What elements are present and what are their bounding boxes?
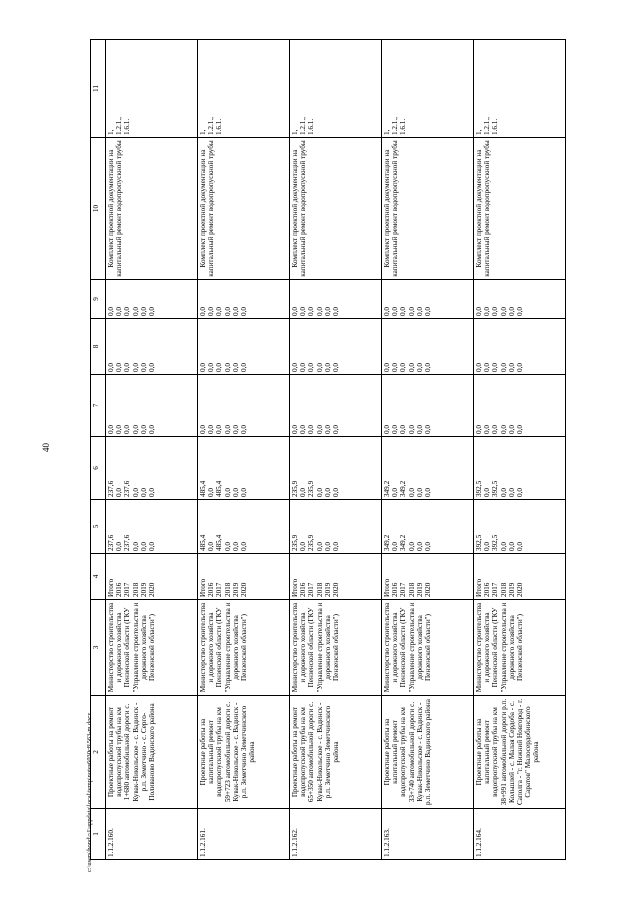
regional-budget-cell-value: 237,6 (107, 480, 115, 497)
local-budget-cell (198, 319, 290, 375)
regional-budget-cell-value: 0,0 (115, 488, 124, 497)
activity-name-cell (106, 696, 198, 809)
years-cell-value: 2017 (123, 582, 132, 597)
local-budget-cell-value: 0,0 (475, 363, 483, 372)
regional-budget-cell-value: 0,0 (299, 488, 308, 497)
expected-result-cell (198, 138, 290, 280)
item-number-cell-text: 1.1.2.162. (291, 828, 299, 857)
regional-budget-cell-value: 0,0 (391, 488, 400, 497)
responsible-party-cell-text: Министерство строительства и дорожного хозяйства Пензенской области (ГКУ "Управление строительства и дорожного хозяйства Пензенской области") (291, 602, 341, 693)
program-activities-table (90, 39, 566, 860)
federal-budget-cell (198, 375, 290, 437)
other-sources-cell-value: 0,0 (323, 307, 332, 316)
column-header: 6 (91, 437, 106, 500)
years-cell-value: 2018 (131, 582, 140, 597)
total-funding-cell-value: 0,0 (507, 542, 516, 551)
expected-result-cell (290, 138, 382, 280)
local-budget-cell-value: 0,0 (383, 363, 391, 372)
total-funding-cell-value: 0,0 (391, 542, 400, 551)
total-funding-cell-value: 235,9 (291, 534, 299, 551)
federal-budget-cell (474, 375, 566, 437)
total-funding-cell-value: 0,0 (231, 542, 240, 551)
other-sources-cell-value: 0,0 (299, 307, 308, 316)
years-cell-value: 2017 (399, 582, 408, 597)
local-budget-cell-value: 0,0 (507, 363, 516, 372)
total-funding-cell-value: 485,4 (215, 534, 224, 551)
local-budget-cell-value: 0,0 (199, 363, 207, 372)
total-funding-cell-value: 237,6 (123, 534, 132, 551)
local-budget-cell-value: 0,0 (148, 363, 157, 372)
column-number-row (91, 40, 106, 860)
responsible-party-cell (382, 600, 474, 696)
years-cell-value: 2019 (507, 582, 516, 597)
item-number-cell (198, 809, 290, 860)
footer-file-path: c:\users\bond\~1\appdata\local\temp\notes6030c8\563-m.docx (86, 712, 93, 872)
federal-budget-cell-value: 0,0 (424, 425, 433, 434)
regional-budget-cell-value: 485,4 (215, 480, 224, 497)
other-sources-cell-value: 0,0 (424, 307, 433, 316)
total-funding-cell-value: 0,0 (315, 542, 324, 551)
federal-budget-cell-value: 0,0 (483, 425, 492, 434)
responsible-party-cell (474, 600, 566, 696)
total-funding-cell-value: 0,0 (207, 542, 216, 551)
regional-budget-cell-value: 0,0 (415, 488, 424, 497)
federal-budget-cell-value: 0,0 (307, 425, 316, 434)
federal-budget-cell (290, 375, 382, 437)
federal-budget-cell-value: 0,0 (215, 425, 224, 434)
local-budget-cell-value: 0,0 (307, 363, 316, 372)
other-sources-cell-value: 0,0 (115, 307, 124, 316)
regional-budget-cell-value: 0,0 (207, 488, 216, 497)
other-sources-cell-value: 0,0 (391, 307, 400, 316)
activity-name-cell-text: Проектные работы на капитальный ремонт водопропускной трубы на км 33+740 автомобильной дороги с. Кувак-Никольское - с. Вадинск - р.п. Земетчино Вадинского района (383, 699, 433, 805)
years-cell-value: 2018 (223, 582, 232, 597)
regional-budget-cell-value: 0,0 (240, 488, 249, 497)
local-budget-cell-value: 0,0 (299, 363, 308, 372)
years-cell (106, 554, 198, 600)
total-funding-cell-value: 0,0 (424, 542, 433, 551)
other-sources-cell-value: 0,0 (315, 307, 324, 316)
other-sources-cell-value: 0,0 (399, 307, 408, 316)
column-header: 7 (91, 375, 106, 437)
other-sources-cell-value: 0,0 (516, 307, 525, 316)
other-sources-cell (198, 280, 290, 319)
federal-budget-cell-value: 0,0 (383, 425, 391, 434)
federal-budget-cell-value: 0,0 (148, 425, 157, 434)
responsible-party-cell (198, 600, 290, 696)
indicator-refs-cell (106, 40, 198, 138)
total-funding-cell (382, 500, 474, 554)
other-sources-cell-value: 0,0 (332, 307, 341, 316)
federal-budget-cell-value: 0,0 (399, 425, 408, 434)
other-sources-cell-value: 0,0 (415, 307, 424, 316)
regional-budget-cell (106, 437, 198, 500)
local-budget-cell-value: 0,0 (491, 363, 500, 372)
regional-budget-cell-value: 349,2 (399, 480, 408, 497)
years-cell-value: 2016 (483, 582, 492, 597)
total-funding-cell-value: 0,0 (115, 542, 124, 551)
indicator-refs-cell-value: 1.6.1. (215, 118, 224, 135)
local-budget-cell-value: 0,0 (291, 363, 299, 372)
federal-budget-cell (382, 375, 474, 437)
years-cell-value: 2017 (307, 582, 316, 597)
regional-budget-cell-value: 235,9 (307, 480, 316, 497)
federal-budget-cell-value: 0,0 (475, 425, 483, 434)
federal-budget-cell-value: 0,0 (499, 425, 508, 434)
column-header: 11 (91, 40, 106, 138)
other-sources-cell-value: 0,0 (475, 307, 483, 316)
regional-budget-cell-value: 235,9 (291, 480, 299, 497)
table-row (198, 40, 290, 860)
other-sources-cell-value: 0,0 (383, 307, 391, 316)
table-row (290, 40, 382, 860)
local-budget-cell-value: 0,0 (516, 363, 525, 372)
federal-budget-cell-value: 0,0 (223, 425, 232, 434)
indicator-refs-cell-value: 1.2.1., (391, 117, 400, 135)
years-cell-value: 2016 (299, 582, 308, 597)
years-cell-value: 2016 (391, 582, 400, 597)
regional-budget-cell-value: 0,0 (507, 488, 516, 497)
regional-budget-cell-value: 392,5 (475, 480, 483, 497)
regional-budget-cell-value: 485,4 (199, 480, 207, 497)
column-header: 10 (91, 138, 106, 280)
total-funding-cell-value: 0,0 (407, 542, 416, 551)
indicator-refs-cell (382, 40, 474, 138)
total-funding-cell-value: 0,0 (483, 542, 492, 551)
local-budget-cell-value: 0,0 (415, 363, 424, 372)
years-cell-value: Итого (199, 578, 207, 597)
regional-budget-cell-value: 0,0 (223, 488, 232, 497)
federal-budget-cell-value: 0,0 (391, 425, 400, 434)
federal-budget-cell-value: 0,0 (207, 425, 216, 434)
item-number-cell-text: 1.1.2.160. (107, 828, 115, 857)
local-budget-cell-value: 0,0 (391, 363, 400, 372)
indicator-refs-cell-value: 1.6.1. (123, 118, 132, 135)
indicator-refs-cell-value: 1.2.1., (115, 117, 124, 135)
years-cell-value: Итого (291, 578, 299, 597)
years-cell-value: 2018 (499, 582, 508, 597)
total-funding-cell-value: 0,0 (131, 542, 140, 551)
local-budget-cell (382, 319, 474, 375)
other-sources-cell-value: 0,0 (199, 307, 207, 316)
total-funding-cell-value: 0,0 (323, 542, 332, 551)
local-budget-cell-value: 0,0 (407, 363, 416, 372)
other-sources-cell-value: 0,0 (107, 307, 115, 316)
other-sources-cell-value: 0,0 (307, 307, 316, 316)
federal-budget-cell-value: 0,0 (231, 425, 240, 434)
federal-budget-cell-value: 0,0 (139, 425, 148, 434)
total-funding-cell-value: 235,9 (307, 534, 316, 551)
federal-budget-cell-value: 0,0 (491, 425, 500, 434)
item-number-cell (106, 809, 198, 860)
indicator-refs-cell-value: 1.6.1. (307, 118, 316, 135)
rotated-table-container (90, 40, 562, 860)
years-cell-value: 2019 (139, 582, 148, 597)
years-cell-value: 2020 (424, 582, 433, 597)
activity-name-cell-text: Проектные работы на капитальный ремонт водопропускной трубы на км 38+991 автомобильной дороги р.п. Кольшлей - с. Малая Сердоба - с. Саполга - "г. Нижний Новгород - г. Саратов" Малосердобинского района (475, 698, 541, 806)
regional-budget-cell-value: 0,0 (483, 488, 492, 497)
regional-budget-cell-value: 0,0 (139, 488, 148, 497)
total-funding-cell-value: 0,0 (223, 542, 232, 551)
local-budget-cell-value: 0,0 (499, 363, 508, 372)
federal-budget-cell-value: 0,0 (415, 425, 424, 434)
local-budget-cell-value: 0,0 (315, 363, 324, 372)
column-header: 5 (91, 500, 106, 554)
regional-budget-cell-value: 349,2 (383, 480, 391, 497)
other-sources-cell-value: 0,0 (139, 307, 148, 316)
local-budget-cell-value: 0,0 (223, 363, 232, 372)
years-cell (290, 554, 382, 600)
other-sources-cell (474, 280, 566, 319)
activity-name-cell (474, 696, 566, 809)
federal-budget-cell-value: 0,0 (115, 425, 124, 434)
federal-budget-cell-value: 0,0 (107, 425, 115, 434)
total-funding-cell-value: 0,0 (148, 542, 157, 551)
regional-budget-cell-value: 0,0 (131, 488, 140, 497)
years-cell-value: 2016 (207, 582, 216, 597)
activity-name-cell (198, 696, 290, 809)
federal-budget-cell-value: 0,0 (507, 425, 516, 434)
indicator-refs-cell-value: 1.2.1., (299, 117, 308, 135)
regional-budget-cell-value: 0,0 (332, 488, 341, 497)
federal-budget-cell-value: 0,0 (199, 425, 207, 434)
years-cell-value: 2018 (407, 582, 416, 597)
responsible-party-cell-text: Министерство строительства и дорожного хозяйства Пензенской области (ГКУ "Управление строительства и дорожного хозяйства Пензенской области") (383, 602, 433, 693)
expected-result-cell-text: Комплект проектной документации на капитальный ремонт водопропускной трубы (199, 140, 216, 277)
indicator-refs-cell-value: 1.6.1. (399, 118, 408, 135)
total-funding-cell-value: 392,5 (475, 534, 483, 551)
other-sources-cell (290, 280, 382, 319)
item-number-cell-text: 1.1.2.163. (383, 828, 391, 857)
local-budget-cell (290, 319, 382, 375)
federal-budget-cell-value: 0,0 (240, 425, 249, 434)
years-cell-value: 2017 (491, 582, 500, 597)
regional-budget-cell-value: 0,0 (424, 488, 433, 497)
other-sources-cell-value: 0,0 (131, 307, 140, 316)
total-funding-cell (198, 500, 290, 554)
years-cell (474, 554, 566, 600)
responsible-party-cell-text: Министерство строительства и дорожного хозяйства Пензенской области (ГКУ "Управление строительства и дорожного хозяйства Пензенской области") (107, 602, 157, 693)
federal-budget-cell-value: 0,0 (299, 425, 308, 434)
column-header: 8 (91, 319, 106, 375)
regional-budget-cell (198, 437, 290, 500)
table-body (106, 40, 566, 860)
total-funding-cell (106, 500, 198, 554)
total-funding-cell-value: 0,0 (415, 542, 424, 551)
local-budget-cell-value: 0,0 (332, 363, 341, 372)
responsible-party-cell-text: Министерство строительства и дорожного хозяйства Пензенской области (ГКУ "Управление строительства и дорожного хозяйства Пензенской области") (199, 602, 249, 693)
indicator-refs-cell (474, 40, 566, 138)
local-budget-cell-value: 0,0 (240, 363, 249, 372)
other-sources-cell-value: 0,0 (240, 307, 249, 316)
local-budget-cell-value: 0,0 (323, 363, 332, 372)
indicator-refs-cell (290, 40, 382, 138)
indicator-refs-cell-value: 1.2.1., (207, 117, 216, 135)
other-sources-cell-value: 0,0 (483, 307, 492, 316)
years-cell-value: 2019 (415, 582, 424, 597)
expected-result-cell (106, 138, 198, 280)
total-funding-cell-value: 485,4 (199, 534, 207, 551)
other-sources-cell-value: 0,0 (207, 307, 216, 316)
regional-budget-cell (382, 437, 474, 500)
column-header: 2 (91, 696, 106, 809)
federal-budget-cell-value: 0,0 (315, 425, 324, 434)
total-funding-cell-value: 237,6 (107, 534, 115, 551)
item-number-cell (382, 809, 474, 860)
years-cell (382, 554, 474, 600)
federal-budget-cell-value: 0,0 (332, 425, 341, 434)
activity-name-cell (290, 696, 382, 809)
total-funding-cell-value: 0,0 (299, 542, 308, 551)
years-cell (198, 554, 290, 600)
regional-budget-cell-value: 0,0 (315, 488, 324, 497)
local-budget-cell (106, 319, 198, 375)
activity-name-cell (382, 696, 474, 809)
column-header: 9 (91, 280, 106, 319)
local-budget-cell-value: 0,0 (139, 363, 148, 372)
responsible-party-cell (290, 600, 382, 696)
years-cell-value: 2020 (148, 582, 157, 597)
other-sources-cell (382, 280, 474, 319)
responsible-party-cell (106, 600, 198, 696)
other-sources-cell-value: 0,0 (499, 307, 508, 316)
other-sources-cell-value: 0,0 (148, 307, 157, 316)
total-funding-cell-value: 0,0 (499, 542, 508, 551)
years-cell-value: 2017 (215, 582, 224, 597)
years-cell-value: 2020 (516, 582, 525, 597)
total-funding-cell-value: 392,5 (491, 534, 500, 551)
regional-budget-cell-value: 237,6 (123, 480, 132, 497)
expected-result-cell-text: Комплект проектной документации на капитальный ремонт водопропускной трубы (291, 140, 308, 277)
total-funding-cell-value: 0,0 (332, 542, 341, 551)
years-cell-value: Итого (475, 578, 483, 597)
item-number-cell (474, 809, 566, 860)
other-sources-cell-value: 0,0 (291, 307, 299, 316)
total-funding-cell-value: 349,2 (399, 534, 408, 551)
local-budget-cell-value: 0,0 (115, 363, 124, 372)
item-number-cell-text: 1.1.2.161. (199, 828, 207, 857)
indicator-refs-cell-value: 1, (383, 129, 391, 135)
other-sources-cell-value: 0,0 (491, 307, 500, 316)
total-funding-cell-value: 0,0 (139, 542, 148, 551)
indicator-refs-cell-value: 1, (199, 129, 207, 135)
regional-budget-cell-value: 0,0 (323, 488, 332, 497)
local-budget-cell-value: 0,0 (123, 363, 132, 372)
activity-name-cell-text: Проектные работы на ремонт водопропускной трубы на км 65+350 автомобильной дороги с. Кувак-Никольское - с. Вадинск - р.п. Земетчино Земетчинского района (291, 701, 341, 803)
regional-budget-cell-value: 392,5 (491, 480, 500, 497)
local-budget-cell (474, 319, 566, 375)
expected-result-cell-text: Комплект проектной документации на капитальный ремонт водопропускной трубы (475, 140, 492, 277)
regional-budget-cell-value: 0,0 (499, 488, 508, 497)
federal-budget-cell-value: 0,0 (131, 425, 140, 434)
expected-result-cell (382, 138, 474, 280)
other-sources-cell (106, 280, 198, 319)
activity-name-cell-text: Проектные работы на ремонт водопропускной трубы на км 1+680 автомобильной дороги с. Кувак-Никольское - с. Вадинск - р.п. Земетчино - с. Серго-Поливаново Вадинского района (107, 702, 157, 802)
other-sources-cell-value: 0,0 (123, 307, 132, 316)
local-budget-cell-value: 0,0 (424, 363, 433, 372)
expected-result-cell-text: Комплект проектной документации на капитальный ремонт водопропускной трубы (383, 140, 400, 277)
column-header: 1 (91, 809, 106, 860)
expected-result-cell-text: Комплект проектной документации на капитальный ремонт водопропускной трубы (107, 140, 124, 277)
table-row (474, 40, 566, 860)
total-funding-cell-value: 349,2 (383, 534, 391, 551)
indicator-refs-cell (198, 40, 290, 138)
years-cell-value: 2020 (240, 582, 249, 597)
expected-result-cell (474, 138, 566, 280)
years-cell-value: 2016 (115, 582, 124, 597)
regional-budget-cell-value: 0,0 (516, 488, 525, 497)
total-funding-cell (290, 500, 382, 554)
federal-budget-cell-value: 0,0 (123, 425, 132, 434)
federal-budget-cell-value: 0,0 (516, 425, 525, 434)
indicator-refs-cell-value: 1, (291, 129, 299, 135)
table-row (106, 40, 198, 860)
regional-budget-cell-value: 0,0 (231, 488, 240, 497)
other-sources-cell-value: 0,0 (507, 307, 516, 316)
other-sources-cell-value: 0,0 (215, 307, 224, 316)
item-number-cell (290, 809, 382, 860)
total-funding-cell-value: 0,0 (516, 542, 525, 551)
total-funding-cell-value: 0,0 (240, 542, 249, 551)
indicator-refs-cell-value: 1.2.1., (483, 117, 492, 135)
table-row (382, 40, 474, 860)
years-cell-value: Итого (107, 578, 115, 597)
local-budget-cell-value: 0,0 (207, 363, 216, 372)
local-budget-cell-value: 0,0 (483, 363, 492, 372)
regional-budget-cell-value: 0,0 (148, 488, 157, 497)
column-header: 3 (91, 600, 106, 696)
regional-budget-cell (474, 437, 566, 500)
local-budget-cell-value: 0,0 (107, 363, 115, 372)
federal-budget-cell-value: 0,0 (323, 425, 332, 434)
regional-budget-cell (290, 437, 382, 500)
local-budget-cell-value: 0,0 (215, 363, 224, 372)
years-cell-value: 2019 (323, 582, 332, 597)
other-sources-cell-value: 0,0 (223, 307, 232, 316)
other-sources-cell-value: 0,0 (407, 307, 416, 316)
local-budget-cell-value: 0,0 (231, 363, 240, 372)
indicator-refs-cell-value: 1, (475, 129, 483, 135)
item-number-cell-text: 1.1.2.164. (475, 828, 483, 857)
local-budget-cell-value: 0,0 (399, 363, 408, 372)
activity-name-cell-text: Проектные работы на капитальный ремонт водопропускной трубы на км 59+723 автомобильной дороги с. Кувак-Никольское - с. Вадинск - р.п. Земетчино Земетчинского района (199, 701, 257, 803)
column-header: 4 (91, 554, 106, 600)
years-cell-value: 2019 (231, 582, 240, 597)
years-cell-value: 2018 (315, 582, 324, 597)
federal-budget-cell-value: 0,0 (291, 425, 299, 434)
federal-budget-cell (106, 375, 198, 437)
years-cell-value: 2020 (332, 582, 341, 597)
regional-budget-cell-value: 0,0 (407, 488, 416, 497)
responsible-party-cell-text: Министерство строительства и дорожного хозяйства Пензенской области (ГКУ "Управление строительства и дорожного хозяйства Пензенской области") (475, 602, 525, 693)
total-funding-cell (474, 500, 566, 554)
local-budget-cell-value: 0,0 (131, 363, 140, 372)
years-cell-value: Итого (383, 578, 391, 597)
indicator-refs-cell-value: 1, (107, 129, 115, 135)
federal-budget-cell-value: 0,0 (407, 425, 416, 434)
other-sources-cell-value: 0,0 (231, 307, 240, 316)
indicator-refs-cell-value: 1.6.1. (491, 118, 500, 135)
page-number: 40 (41, 443, 51, 452)
